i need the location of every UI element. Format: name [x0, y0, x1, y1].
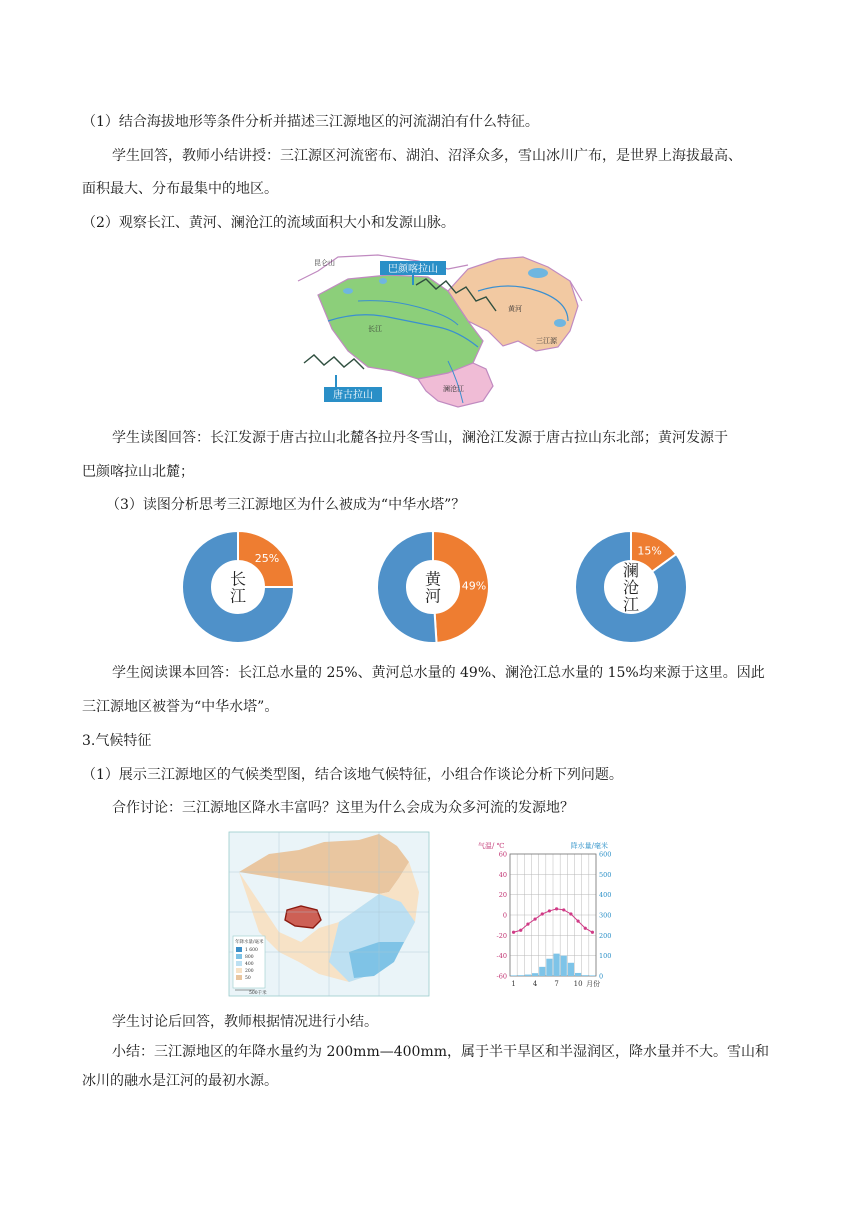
month-tick-label: 10	[573, 980, 583, 988]
map-scale: 500千米	[249, 991, 267, 996]
answer-4: 学生讨论后回答，教师根据情况进行小结。	[112, 1014, 378, 1030]
temp-point	[591, 931, 594, 934]
precip-bar	[561, 956, 567, 976]
month-tick-label: 7	[554, 980, 559, 988]
precip-tick-label: 0	[599, 972, 604, 981]
precip-bar	[589, 975, 595, 976]
donut-slice-label: 15%	[637, 544, 662, 558]
precip-tick-label: 300	[599, 911, 612, 920]
precip-bar	[518, 975, 524, 976]
precip-bar	[525, 975, 531, 976]
bayan-har-label: 巴颜喀拉山	[388, 264, 438, 275]
summary-line-2: 冰川的融水是江河的最初水源。	[82, 1073, 278, 1089]
china-precipitation-map	[229, 832, 429, 996]
question-3: （3）读图分析思考三江源地区为什么被成为“中华水塔”？	[106, 497, 466, 513]
temp-axis-label: 气温/ ℃	[478, 842, 505, 850]
precip-bar	[575, 973, 581, 976]
section-heading-climate: 3.气候特征	[82, 733, 152, 749]
legend-item-5: 50	[245, 976, 251, 981]
precip-tick-label: 100	[599, 952, 612, 961]
answer-1-line-1: 学生回答，教师小结讲授：三江源区河流密布、湖泊、沼泽众多，雪山冰川广布，是世界上海拔最高、	[112, 148, 742, 164]
question-4: （1）展示三江源地区的气候类型图，结合该地气候特征，小组合作谈论分析下列问题。	[82, 767, 623, 783]
precip-axis-label: 降水量/毫米	[570, 842, 608, 850]
temp-point	[512, 931, 515, 934]
lancang-donut-chart	[574, 530, 688, 644]
month-tick-label: 1	[511, 980, 516, 988]
legend-item-2: 800	[245, 955, 254, 960]
legend-item-1: 1 600	[245, 948, 258, 953]
temp-tick-label: 40	[498, 870, 507, 879]
donut-center-label: 河	[424, 586, 442, 606]
summary-line-1: 小结：三江源地区的年降水量约为 200mm—400mm，属于半干旱区和半湿润区，降水量并不大。雪山和	[112, 1044, 769, 1060]
precip-bar	[539, 967, 545, 976]
temp-tick-label: -60	[496, 972, 507, 981]
answer-3-line-2: 三江源地区被誉为“中华水塔”。	[82, 699, 279, 715]
temp-point	[555, 907, 558, 910]
precip-bar	[546, 959, 552, 976]
kunlun-label: 昆仑山	[314, 259, 335, 267]
huanghe-donut-chart	[376, 530, 490, 644]
answer-3-line-1: 学生阅读课本回答：长江总水量的 25%、黄河总水量的 49%、澜沧江总水量的 15%均来源于这里。因此	[112, 665, 765, 681]
precip-legend-title: 年降水量/毫米	[235, 940, 264, 945]
legend-item-3: 400	[245, 962, 254, 967]
month-axis-label: 月份	[586, 980, 601, 988]
temp-point	[526, 923, 529, 926]
temp-point	[519, 929, 522, 932]
donut-center-label: 黄	[424, 569, 442, 589]
answer-1-line-2: 面积最大、分布最集中的地区。	[82, 181, 278, 197]
question-1: （1）结合海拔地形等条件分析并描述三江源地区的河流湖泊有什么特征。	[82, 114, 539, 130]
temp-point	[533, 917, 536, 920]
discussion-prompt: 合作讨论：三江源地区降水丰富吗？这里为什么会成为众多河流的发源地？	[112, 800, 574, 816]
donut-center-label: 江	[229, 586, 247, 606]
precip-bar	[554, 954, 560, 976]
climate-chart	[476, 838, 610, 992]
three-rivers-basin-map	[298, 251, 582, 409]
temp-tick-label: 0	[502, 911, 507, 920]
tanggula-label: 唐古拉山	[333, 390, 373, 401]
question-2: （2）观察长江、黄河、澜沧江的流域面积大小和发源山脉。	[82, 215, 455, 231]
temp-point	[548, 909, 551, 912]
precip-tick-label: 600	[599, 850, 612, 859]
changjiang-label: 长江	[368, 325, 382, 333]
donut-slice-label: 49%	[461, 579, 487, 593]
temp-tick-label: 60	[498, 850, 507, 859]
donut-center-label: 江	[622, 595, 640, 614]
precip-bar	[582, 975, 588, 976]
donut-center-label: 澜	[622, 561, 640, 580]
answer-2-line-1: 学生读图回答：长江发源于唐古拉山北麓各拉丹冬雪山，澜沧江发源于唐古拉山东北部；黄河发源于	[112, 430, 728, 446]
precip-tick-label: 500	[599, 870, 612, 879]
temp-tick-label: -20	[496, 931, 507, 940]
precip-tick-label: 200	[599, 931, 612, 940]
temp-point	[541, 912, 544, 915]
donut-center-label: 沧	[622, 578, 640, 597]
donut-slice-label: 25%	[254, 552, 280, 566]
temp-point	[584, 927, 587, 930]
temp-tick-label: -40	[496, 952, 507, 961]
temp-point	[576, 920, 579, 923]
precip-bar	[568, 963, 574, 976]
changjiang-donut-chart	[181, 530, 295, 644]
source-label: 三江源	[536, 337, 557, 345]
answer-2-line-2: 巴颜喀拉山北麓；	[82, 464, 194, 480]
temp-point	[569, 912, 572, 915]
temp-point	[562, 908, 565, 911]
legend-item-4: 200	[245, 969, 254, 974]
temp-tick-label: 20	[498, 891, 507, 900]
huanghe-label: 黄河	[508, 305, 522, 313]
month-tick-label: 4	[532, 980, 538, 988]
lancang-label: 澜沧江	[443, 385, 464, 393]
donut-center-label: 长	[229, 569, 247, 589]
precip-tick-label: 400	[599, 891, 612, 900]
precip-bar	[532, 973, 538, 976]
precip-bar	[511, 975, 517, 976]
